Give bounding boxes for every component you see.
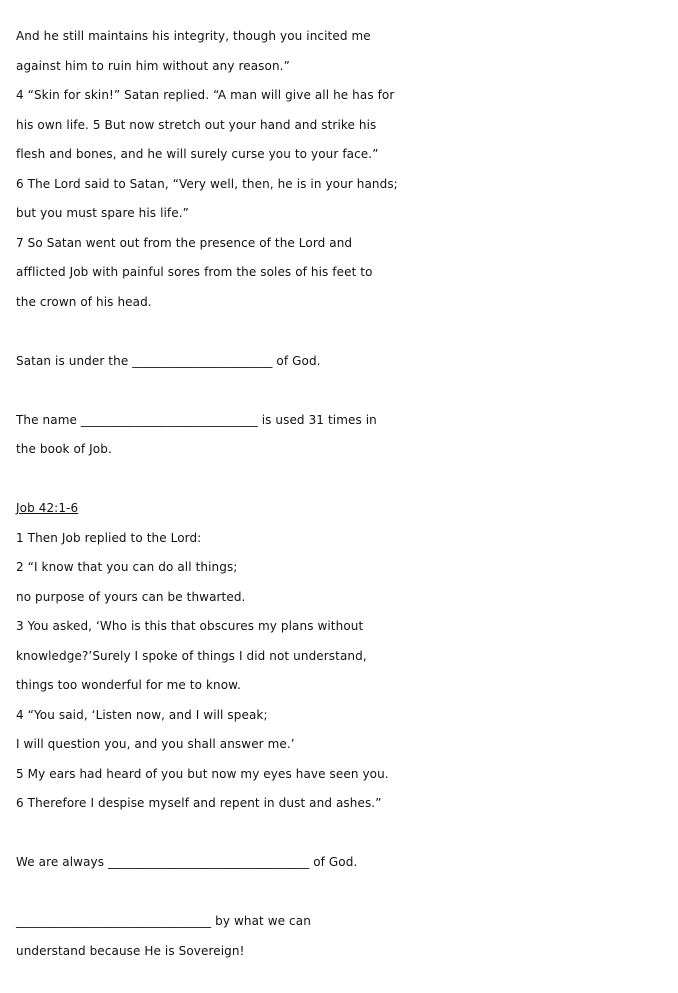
blank-line: understand because He is Sovereign! xyxy=(16,943,245,958)
spacer xyxy=(16,465,678,495)
passage-job-2 xyxy=(16,22,678,317)
passage-line: flesh and bones, and he will surely curse you to your face.” xyxy=(16,147,379,161)
passage-line: 3 You asked, ‘Who is this that obscures my plans without xyxy=(16,619,364,633)
spacer xyxy=(16,376,678,406)
passage-job-42 xyxy=(16,494,678,819)
passage-line: against him to ruin him without any reason.” xyxy=(16,58,290,73)
passage-line: I will question you, and you shall answer me.’ xyxy=(16,737,295,751)
passage-line: 4 “You said, ‘Listen now, and I will speak; xyxy=(16,707,268,722)
passage-line: 7 So Satan went out from the presence of the Lord and xyxy=(16,235,353,250)
passage-heading: Job 42:1-6 xyxy=(16,501,79,515)
blank-line: the book of Job. xyxy=(16,442,112,456)
spacer xyxy=(16,819,678,849)
passage-line: afflicted Job with painful sores from the soles of his feet to xyxy=(16,265,373,279)
spacer xyxy=(16,878,678,908)
spacer xyxy=(16,317,678,347)
passage-line: the crown of his head. xyxy=(16,294,152,309)
passage-line: 2 “I know that you can do all things; xyxy=(16,560,238,574)
fill-in-blank-always: We are always _________________________________ of God. xyxy=(16,855,358,869)
passage-line: things too wonderful for me to know. xyxy=(16,678,241,692)
passage-line: knowledge?’Surely I spoke of things I did not understand, xyxy=(16,648,367,663)
passage-line: 6 The Lord said to Satan, “Very well, then, he is in your hands; xyxy=(16,176,398,191)
blank-line: ________________________________ by what we can xyxy=(16,914,311,928)
passage-line: 4 “Skin for skin!” Satan replied. “A man will give all he has for xyxy=(16,88,395,102)
blank-line: The name _____________________________ is used 31 times in xyxy=(16,412,377,427)
passage-line: 1 Then Job replied to the Lord: xyxy=(16,530,202,545)
passage-line: no purpose of yours can be thwarted. xyxy=(16,589,246,604)
passage-line: his own life. 5 But now stretch out your hand and strike his xyxy=(16,117,377,132)
fill-in-blank-sovereign xyxy=(16,907,678,966)
fill-in-blank-satan: Satan is under the _______________________ of God. xyxy=(16,353,321,368)
passage-line: And he still maintains his integrity, though you incited me xyxy=(16,29,371,43)
passage-line: 5 My ears had heard of you but now my eyes have seen you. xyxy=(16,766,389,781)
passage-line: 6 Therefore I despise myself and repent in dust and ashes.” xyxy=(16,796,382,810)
fill-in-blank-name xyxy=(16,406,678,465)
passage-line: but you must spare his life.” xyxy=(16,206,189,220)
